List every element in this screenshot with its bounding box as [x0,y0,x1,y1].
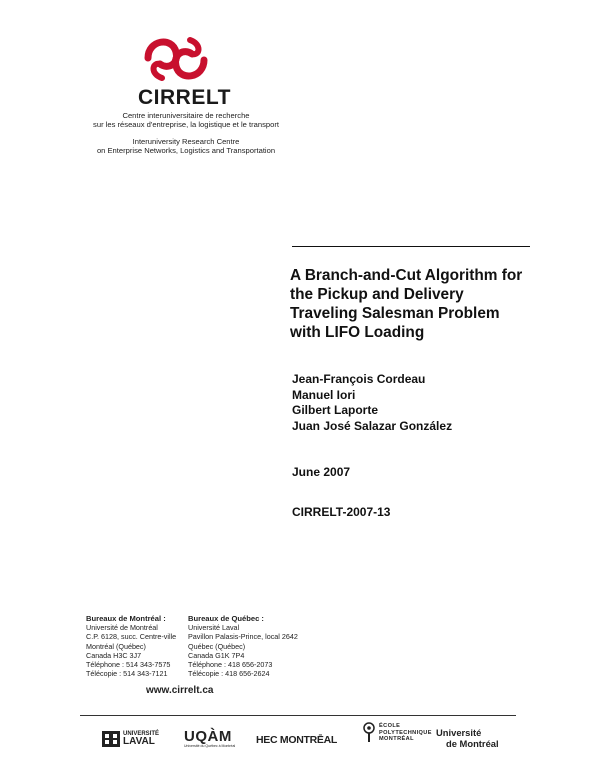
title-line: Traveling Salesman Problem [290,305,500,322]
logo-subtitle-en-1: Interuniversity Research Centre [132,137,240,146]
footer-divider [80,715,516,716]
author-name: Gilbert Laporte [292,403,379,417]
address-line: Télécopie : 418 656-2624 [188,669,270,679]
author-list [292,372,452,434]
poly-line-2: POLYTECHNIQUE [379,729,432,736]
logo-subtitle-fr-1: Centre interuniversitaire de recherche [122,111,250,120]
author-name: Juan José Salazar González [292,418,453,433]
publication-date: June 2007 [292,465,351,479]
poly-line-1: ÉCOLE [379,723,401,730]
author-name: Jean-François Cordeau [292,372,426,386]
quebec-office-heading: Bureaux de Québec : [188,614,264,623]
address-line: Télécopie : 514 343-7121 [86,669,168,679]
montreal-office [86,614,176,678]
paper-title [290,266,550,342]
address-line: Téléphone : 514 343-7575 [86,660,171,670]
logo-subtitle-fr-2: sur les réseaux d'entreprise, la logistique et le transport [93,120,279,129]
cirrelt-logo-mark-icon [138,28,214,90]
logo-subtitle-en-2: on Enterprise Networks, Logistics and Transportation [96,146,276,155]
address-line: Québec (Québec) [188,641,246,651]
polytechnique-emblem-icon [362,722,376,744]
address-line: Montréal (Québec) [86,641,146,651]
report-number: CIRRELT-2007-13 [292,505,391,519]
address-line: Canada H3C 3J7 [86,650,142,660]
udem-line-2: de Montréal [446,738,499,749]
poly-line-3: MONTRÉAL [379,736,414,743]
address-line: Téléphone : 418 656-2073 [188,660,273,670]
title-line: A Branch-and-Cut Algorithm for [290,267,523,284]
laval-crest-icon [102,731,120,747]
address-line: Canada G1K 7P4 [188,650,245,660]
address-line: Université Laval [188,623,240,633]
title-line: with LIFO Loading [290,324,425,341]
uqam-subtitle: Université du Québec à Montréal [184,744,236,748]
logo-wordmark: CIRRELT [138,86,231,109]
laval-line-2: LAVAL [123,736,155,747]
address-line: Pavillon Palasis-Prince, local 2642 [188,632,298,642]
address-line: C.P. 6128, succ. Centre-ville [86,632,177,642]
hec-montreal-logo: HEC MONTRĒAL [256,734,337,746]
quebec-office [188,614,298,678]
title-divider [292,246,530,247]
laval-line-1: UNIVERSITÉ [123,731,160,737]
universite-laval-logo [102,731,159,747]
uqam-wordmark: UQÀM [184,728,232,745]
montreal-office-heading: Bureaux de Montréal : [86,614,166,623]
address-line: Université de Montréal [86,623,158,633]
universite-de-montreal-logo [436,727,499,749]
author-name: Manuel Iori [292,387,356,402]
title-line: the Pickup and Delivery [290,286,464,303]
website-link[interactable]: www.cirrelt.ca [146,685,214,696]
uqam-logo [184,730,235,748]
udem-line-1: Université [436,727,482,738]
polytechnique-logo [362,722,432,744]
